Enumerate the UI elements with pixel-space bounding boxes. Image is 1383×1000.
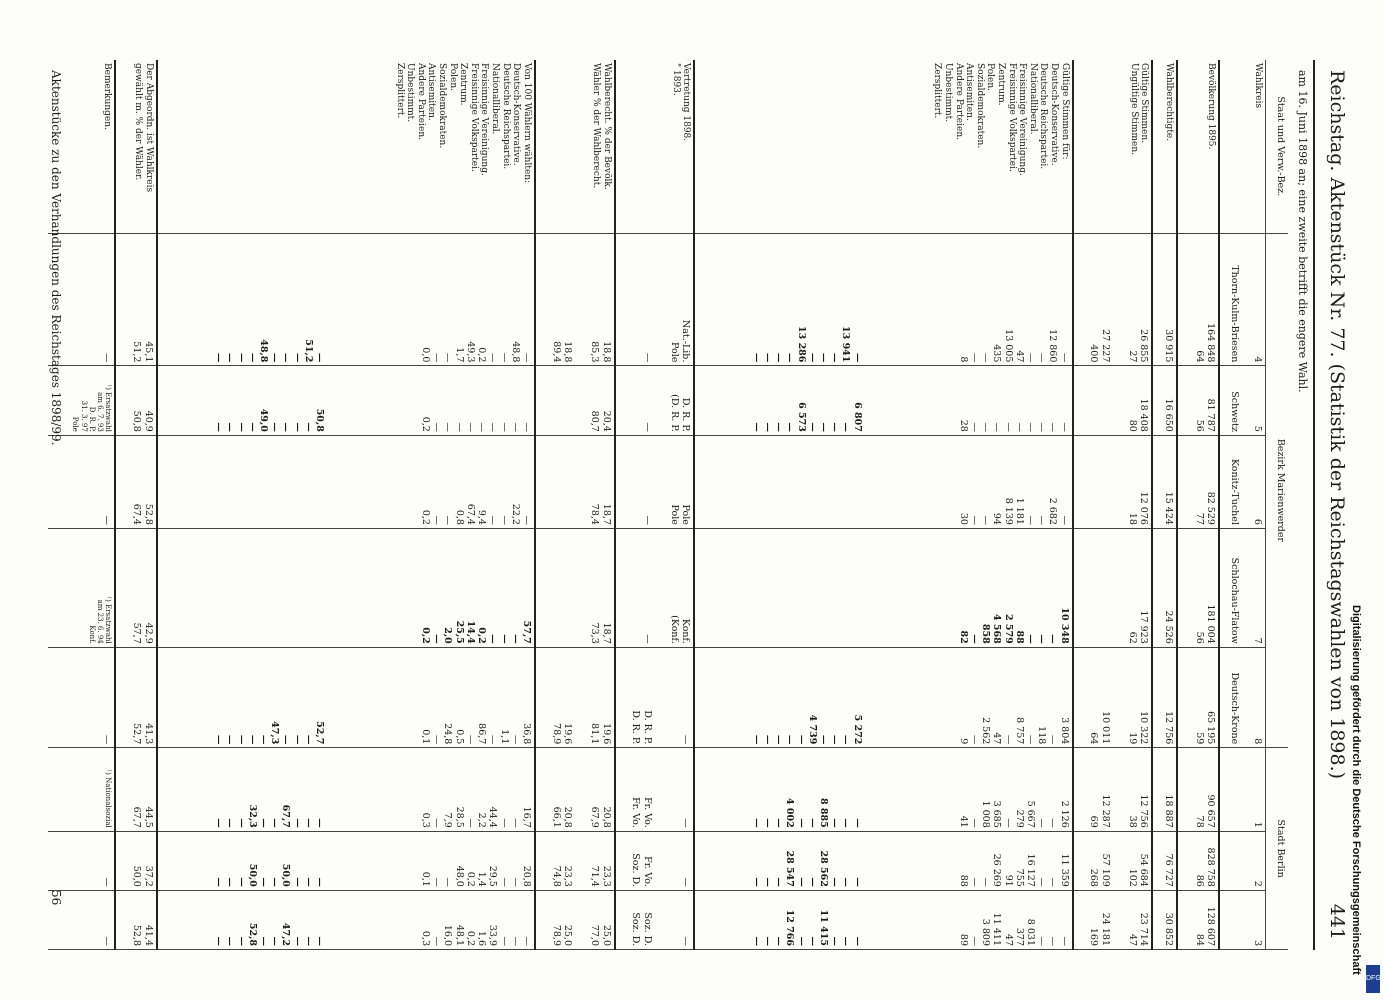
cell: — (655, 748, 695, 831)
cell (1073, 528, 1113, 647)
cell (157, 528, 327, 647)
cell: 3 804 — 118 — 8 757 — 47 2 562 — 9 (865, 647, 1073, 748)
cell: 57 109 268 (1073, 831, 1113, 890)
cell: 19,6 78,9 (535, 647, 575, 748)
cell (535, 435, 575, 528)
cell: — — — 67,7 — — 32,3 — — — (157, 748, 327, 831)
cell: D. R. P. D. R. P. (615, 647, 655, 748)
col-num: 6 (1242, 435, 1265, 528)
col-name: Deutsch-Krone (1219, 647, 1243, 748)
cell: 37,2 50,0 (115, 831, 156, 890)
cell: 26 855 27 (1113, 233, 1153, 366)
cell: 181 004 56 (1177, 528, 1218, 647)
cell: 828 758 86 (1177, 831, 1218, 890)
cell: 50,8 — — — — 49,0 — — — — (157, 366, 327, 435)
pct-head: Von 100 Wählern wählten: (521, 63, 532, 184)
cell: Fr. Vo. Soz. D. (615, 831, 655, 890)
cell (694, 435, 864, 528)
cell: 27 227 400 (1073, 233, 1113, 366)
cell: 44,5 67,7 (115, 748, 156, 831)
cell: 41,3 52,7 (115, 647, 156, 748)
pct-label (327, 60, 535, 233)
cell: ¹) Ersatzwahl am 6. 7. 93 D. R. P. 31. 3. 97 Pole (48, 366, 115, 435)
cell: 12 287 69 (1073, 748, 1113, 831)
header-rule (1313, 60, 1315, 950)
cell: — 48,8 — — 0,2 49,3 1,7 — — 0,0 (327, 233, 535, 366)
cell: 6 807 — — — — 6 573 — — — — (694, 366, 864, 435)
col-name (1219, 748, 1243, 831)
cell: Nat.-Lib. Pole (655, 233, 695, 366)
cell: — — — 11 415 — — 12 766 — — — (694, 890, 864, 949)
cell: 25,0 77,0 (575, 890, 615, 949)
col-name: Schlochau-Flatow (1219, 528, 1243, 647)
cell: 20,8 66,1 (535, 748, 575, 831)
cell: 18 408 80 (1113, 366, 1153, 435)
cell: 41,4 52,8 (115, 890, 156, 949)
cell: 19,6 81,1 (575, 647, 615, 748)
cell: 82 529 77 (1177, 435, 1218, 528)
digitization-note: Digitalisierung gefördert durch die Deutsche Forschungsgemeinschaft (1350, 605, 1362, 975)
cell: 40,9 50,8 (115, 366, 156, 435)
cell: 164 848 64 (1177, 233, 1218, 366)
cell: 10 322 19 (1113, 647, 1153, 748)
col-name (1219, 831, 1243, 890)
col-name: Thorn-Kulm-Briesen (1219, 233, 1243, 366)
cell: 15 424 (1152, 435, 1177, 528)
cell: 57,7 — — — 0,2 14,4 25,5 2,0 — 0,2 (327, 528, 535, 647)
cell: 16,7 — — 44,4 2,2 — 28,5 7,9 — 0,3 (327, 748, 535, 831)
cell: — 22,2 — — 9,4 67,4 0,8 — — 0,2 (327, 435, 535, 528)
cell: 18,8 89,4 (535, 233, 575, 366)
cell: Fr. Vo. Fr. Vo. (615, 748, 655, 831)
col-name: Schwetz (1219, 366, 1243, 435)
cell: 2 126 — — 5 667 279 — 3 685 1 008 — 41 (865, 748, 1073, 831)
beteiligung-label: Wahlberecht. % der Bevölk. Wähler % der Wahlberecht. (575, 60, 615, 233)
parties-list: Deutsch-Konservative. Deutsche Reichspartei. Nationalliberal. Freisinnige Vereinigung. Freisinnige Volkspartei. Zentrum. Polen. Sozialdemokraten. Antisemiten. Andere Parteien. Unbestimmt. Zersplittert. (932, 63, 1060, 176)
cell: 23 714 47 (1113, 890, 1153, 949)
cell: 12 756 38 (1113, 748, 1153, 831)
col-num: 5 (1242, 366, 1265, 435)
cell: 12 076 18 (1113, 435, 1153, 528)
cell (535, 366, 575, 435)
cell: — — — 33,9 1,6 0,2 48,1 16,0 — 0,3 (327, 890, 535, 949)
cell: — — — 8 031 377 47 11 411 3 809 — 89 (865, 890, 1073, 949)
cell: — (48, 890, 115, 949)
cell: 52,7 — — — 47,3 — — — — — (157, 647, 327, 748)
cell: 128 607 84 (1177, 890, 1218, 949)
cell: 10 348 — — — 88 2 579 4 568 858 — 82 (865, 528, 1073, 647)
cell: 18,7 73,3 (575, 528, 615, 647)
cell: 25,0 78,9 (535, 890, 575, 949)
cell: 20,8 67,9 (575, 748, 615, 831)
cell: 30 852 (1152, 890, 1177, 949)
cell: 20,4 80,7 (575, 366, 615, 435)
col-num: 1 (1242, 748, 1265, 831)
cell: Soz. D. Soz. D. (615, 890, 655, 949)
cell: 24 526 (1152, 528, 1177, 647)
region-left: Bezirk Marienwerder (1265, 233, 1288, 748)
cell: — (655, 890, 695, 949)
col-num: 7 (1242, 528, 1265, 647)
wahlkreis-label: Wahlkreis (1242, 60, 1265, 233)
cell: 18,7 78,4 (575, 435, 615, 528)
col-num: 2 (1242, 831, 1265, 890)
cell: — (615, 435, 655, 528)
cell: 81 787 56 (1177, 366, 1218, 435)
region-right: Stadt Berlin (1265, 748, 1288, 950)
cell: 30 915 (1152, 233, 1177, 366)
cell: D. R. P. (D. R. P. (655, 366, 695, 435)
head-label: Staat und Verw.-Bez. (1265, 60, 1288, 233)
cell: — (615, 366, 655, 435)
wahlberechtigte-label: Wahlberechtigte. (1152, 60, 1177, 233)
cell (1073, 366, 1113, 435)
col-name: Konitz-Tuchel (1219, 435, 1243, 528)
cell: 76 727 (1152, 831, 1177, 890)
cell: — — — 47,2 — — 52,8 — — — (157, 890, 327, 949)
cell: 65 195 59 (1177, 647, 1218, 748)
cell: ¹) Ersatzwahl am 23. 6. 94 Konf. (48, 528, 115, 647)
col-num: 8 (1242, 647, 1265, 748)
cell: 20,8 — — 29,5 1,4 0,2 48,0 — — 0,1 (327, 831, 535, 890)
page-footer (49, 70, 63, 906)
bemerkungen-label: Bemerkungen. (48, 60, 115, 233)
cell: 36,8 — 1,1 — 86,7 — 0,5 24,8 — 0,1 (327, 647, 535, 748)
cell: — (48, 647, 115, 748)
cell: — 51,2 — — — 48,8 — — — — (157, 233, 327, 366)
cell: Konf. (Konf. (655, 528, 695, 647)
col-num: 4 (1242, 233, 1265, 366)
cell: 18 887 (1152, 748, 1177, 831)
cell: 12 756 (1152, 647, 1177, 748)
cell: — (655, 831, 695, 890)
cell: 24 181 169 (1073, 890, 1113, 949)
col-num: 3 (1242, 890, 1265, 949)
cell: 23,3 74,8 (535, 831, 575, 890)
cell (694, 528, 864, 647)
cell: — — — — — — — — — 0,2 (327, 366, 535, 435)
cell: 52,8 67,4 (115, 435, 156, 528)
cell: 23,3 71,4 (575, 831, 615, 890)
cell: — — — 50,0 — — 50,0 — — — (157, 831, 327, 890)
cell (157, 435, 327, 528)
cell: 11 359 — — 16 127 755 91 26 269 — — 88 (865, 831, 1073, 890)
parties-head: Gültige Stimmen für: (1059, 63, 1070, 160)
cell: — (48, 233, 115, 366)
cell: — — — 28 562 — — 28 547 — — — (694, 831, 864, 890)
cell: — — — 8 885 — — 4 002 — — — (694, 748, 864, 831)
election-table (48, 60, 1288, 950)
cell: 54 684 102 (1113, 831, 1153, 890)
cell: — — — — — — — — — 28 (865, 366, 1073, 435)
bevoelkerung-label: Bevölkerung 1895. (1177, 60, 1218, 233)
col-name (1219, 890, 1243, 949)
cell: — (48, 831, 115, 890)
page-number: 441 (1326, 903, 1348, 940)
dfg-logo: DFG (1366, 965, 1380, 993)
cell: 5 272 — — — 4 739 — — — — — (694, 647, 864, 748)
cell (1073, 435, 1113, 528)
abgeordneter-label: Der Abgeordn. ist Wahlkreis gewählt m. % der Wähler. (115, 60, 156, 233)
cell: 42,9 57,7 (115, 528, 156, 647)
cell: — (615, 233, 655, 366)
page-title: Reichstag. Aktenstück Nr. 77. (Statistik der Reichstagswahlen von 1898.) (1326, 70, 1348, 780)
cell: 18,8 85,3 (575, 233, 615, 366)
footer-page-number: 56 (49, 890, 63, 906)
gueltige-label: Gültige Stimmen. Ungültige Stimmen. (1113, 60, 1153, 233)
cell: — (615, 528, 655, 647)
cell: 16 650 (1152, 366, 1177, 435)
cell: — (655, 647, 695, 748)
cell: 45,1 51,2 (115, 233, 156, 366)
subtitle: am 16. Juni 1898 an; eine zweite betrifft die engere Wahl. (1296, 70, 1309, 393)
pct-list: Deutsch-Konservative. Deutsche Reichspartei. Nationalliberal. Freisinnige Vereinigung. Freisinnige Volkspartei. Zentrum. Polen. Sozialdemokraten. Antisemiten. Andere Parteien. Unbestimmt. Zersplittert. (394, 63, 522, 176)
cell: 10 011 64 (1073, 647, 1113, 748)
cell: 90 657 78 (1177, 748, 1218, 831)
footer-text: Aktenstücke zu den Verhandlungen des Reichstages 1898/99. (49, 70, 63, 446)
cell: 17 923 62 (1113, 528, 1153, 647)
cell: ¹) Nationalsozial (48, 748, 115, 831)
cell: — 2 682 — — 1 181 8 139 94 — — 30 (865, 435, 1073, 528)
cell: Pole Pole (655, 435, 695, 528)
cell: — (48, 435, 115, 528)
cell: — 13 941 — — — 13 286 — — — — (694, 233, 864, 366)
vertretung-label: Vertretung 1898. " 1893. (655, 60, 695, 233)
cell: — 12 860 — — 47 13 005 435 — — 8 (865, 233, 1073, 366)
parties-label (865, 60, 1073, 233)
cell (535, 528, 575, 647)
